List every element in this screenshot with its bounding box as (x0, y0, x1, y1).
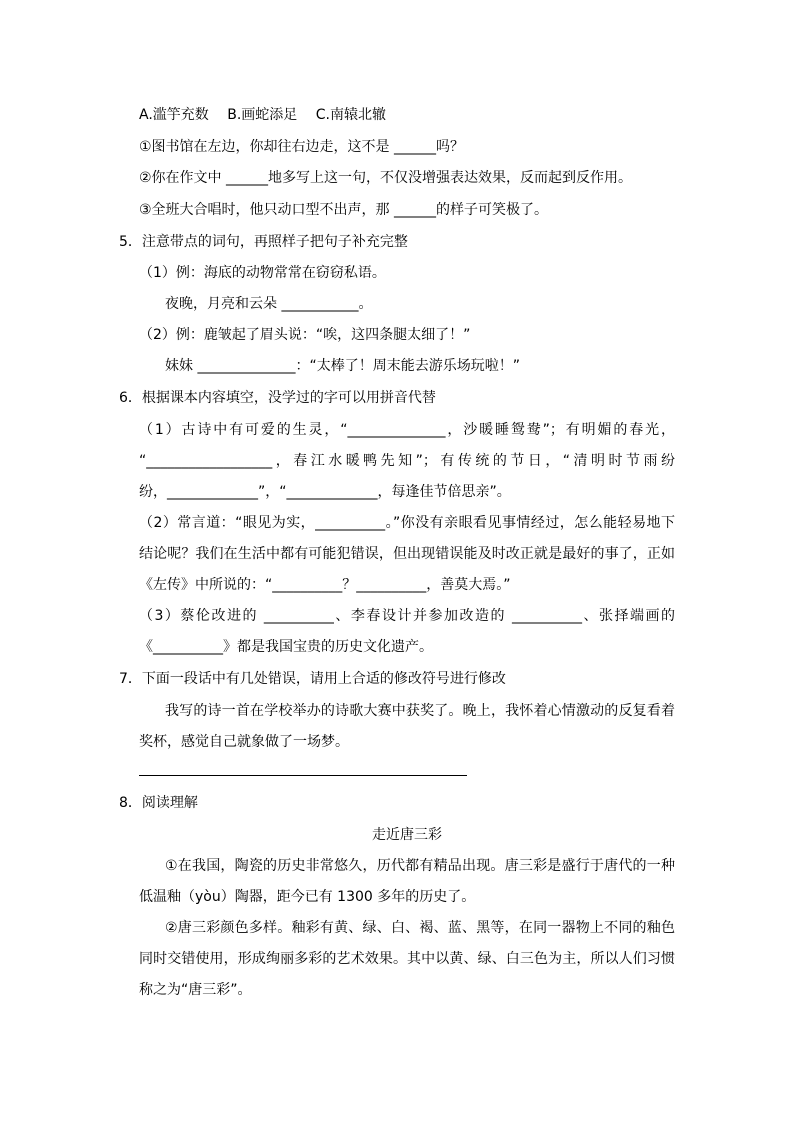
q8-article-title: 走近唐三彩 (372, 827, 442, 843)
q8-para2-line2: 同时交错使用，形成绚丽多彩的艺术效果。其中以黄、绿、白三色为主，所以人们习惯 (139, 951, 675, 967)
q6-part3-line1: （3）蔡伦改进的 __________、李春设计并参加改造的 __________、张择端画的 (139, 608, 675, 624)
q6-part3-line2: 《__________》都是我国宝贵的历史文化遗产。 (139, 639, 433, 655)
q6-part2-line3: 《左传》中所说的：“__________？__________，善莫大焉。” (139, 577, 511, 593)
q7-answer-line[interactable] (139, 775, 467, 776)
q8-title: 8．阅读理解 (119, 795, 198, 811)
q7-text-line1: 我写的诗一首在学校举办的诗歌大赛中获奖了。晚上，我怀着心情激动的反复看着 (165, 703, 675, 719)
q6-part2-line2: 结论呢？我们在生活中都有可能犯错误，但出现错误能及时改正就是最好的事了，正如 (139, 546, 675, 562)
q5-example-2: （2）例：鹿皱起了眉头说：“唉，这四条腿太细了！” (139, 327, 471, 343)
q5-task-2: 妹妹 ______________：“太棒了！周末能去游乐场玩啦！” (165, 358, 520, 374)
q8-para2-line3: 称之为“唐三彩”。 (139, 982, 252, 998)
q8-para2-line1: ②唐三彩颜色多样。釉彩有黄、绿、白、褐、蓝、黑等，在同一器物上不同的釉色 (165, 920, 675, 936)
q8-para1-line1: ①在我国，陶瓷的历史非常悠久，历代都有精品出现。唐三彩是盛行于唐代的一种 (165, 858, 675, 874)
q4-sentence-1: ①图书馆在左边，你却往右边走，这不是 ______吗？ (139, 139, 464, 155)
q6-title: 6．根据课本内容填空，没学过的字可以用拼音代替 (119, 390, 436, 406)
q5-example-1: （1）例：海底的动物常常在窃窃私语。 (139, 265, 386, 281)
q6-part1-line2: “__________________，春江水暖鸭先知”；有传统的节日，“清明时节雨纷 (139, 453, 675, 469)
q6-part1-line3: 纷，_____________”，“_____________，每逢佳节倍思亲”。 (139, 484, 511, 500)
q6-part1-line1: （1）古诗中有可爱的生灵，“______________，沙暖睡鸳鸯”；有明媚的春光， (139, 422, 675, 438)
q8-para1-line2: 低温釉（yòu）陶器，距今已有 1300 多年的历史了。 (139, 889, 476, 905)
q7-title: 7．下面一段话中有几处错误，请用上合适的修改符号进行修改 (119, 671, 506, 687)
q6-part2-line1: （2）常言道：“眼见为实，__________。”你没有亲眼看见事情经过，怎么能轻易地下 (139, 515, 675, 531)
q4-options: A.滥竽充数 B.画蛇添足 C.南辕北辙 (139, 107, 386, 123)
q4-sentence-2: ②你在作文中 ______地多写上这一句，不仅没增强表达效果，反而起到反作用。 (139, 170, 632, 186)
q5-task-1: 夜晚，月亮和云朵 ___________。 (165, 296, 373, 312)
q5-title: 5．注意带点的词句，再照样子把句子补充完整 (119, 234, 408, 250)
q7-text-line2: 奖杯，感觉自己就象做了一场梦。 (139, 734, 349, 750)
q4-sentence-3: ③全班大合唱时，他只动口型不出声，那 ______的样子可笑极了。 (139, 202, 548, 218)
